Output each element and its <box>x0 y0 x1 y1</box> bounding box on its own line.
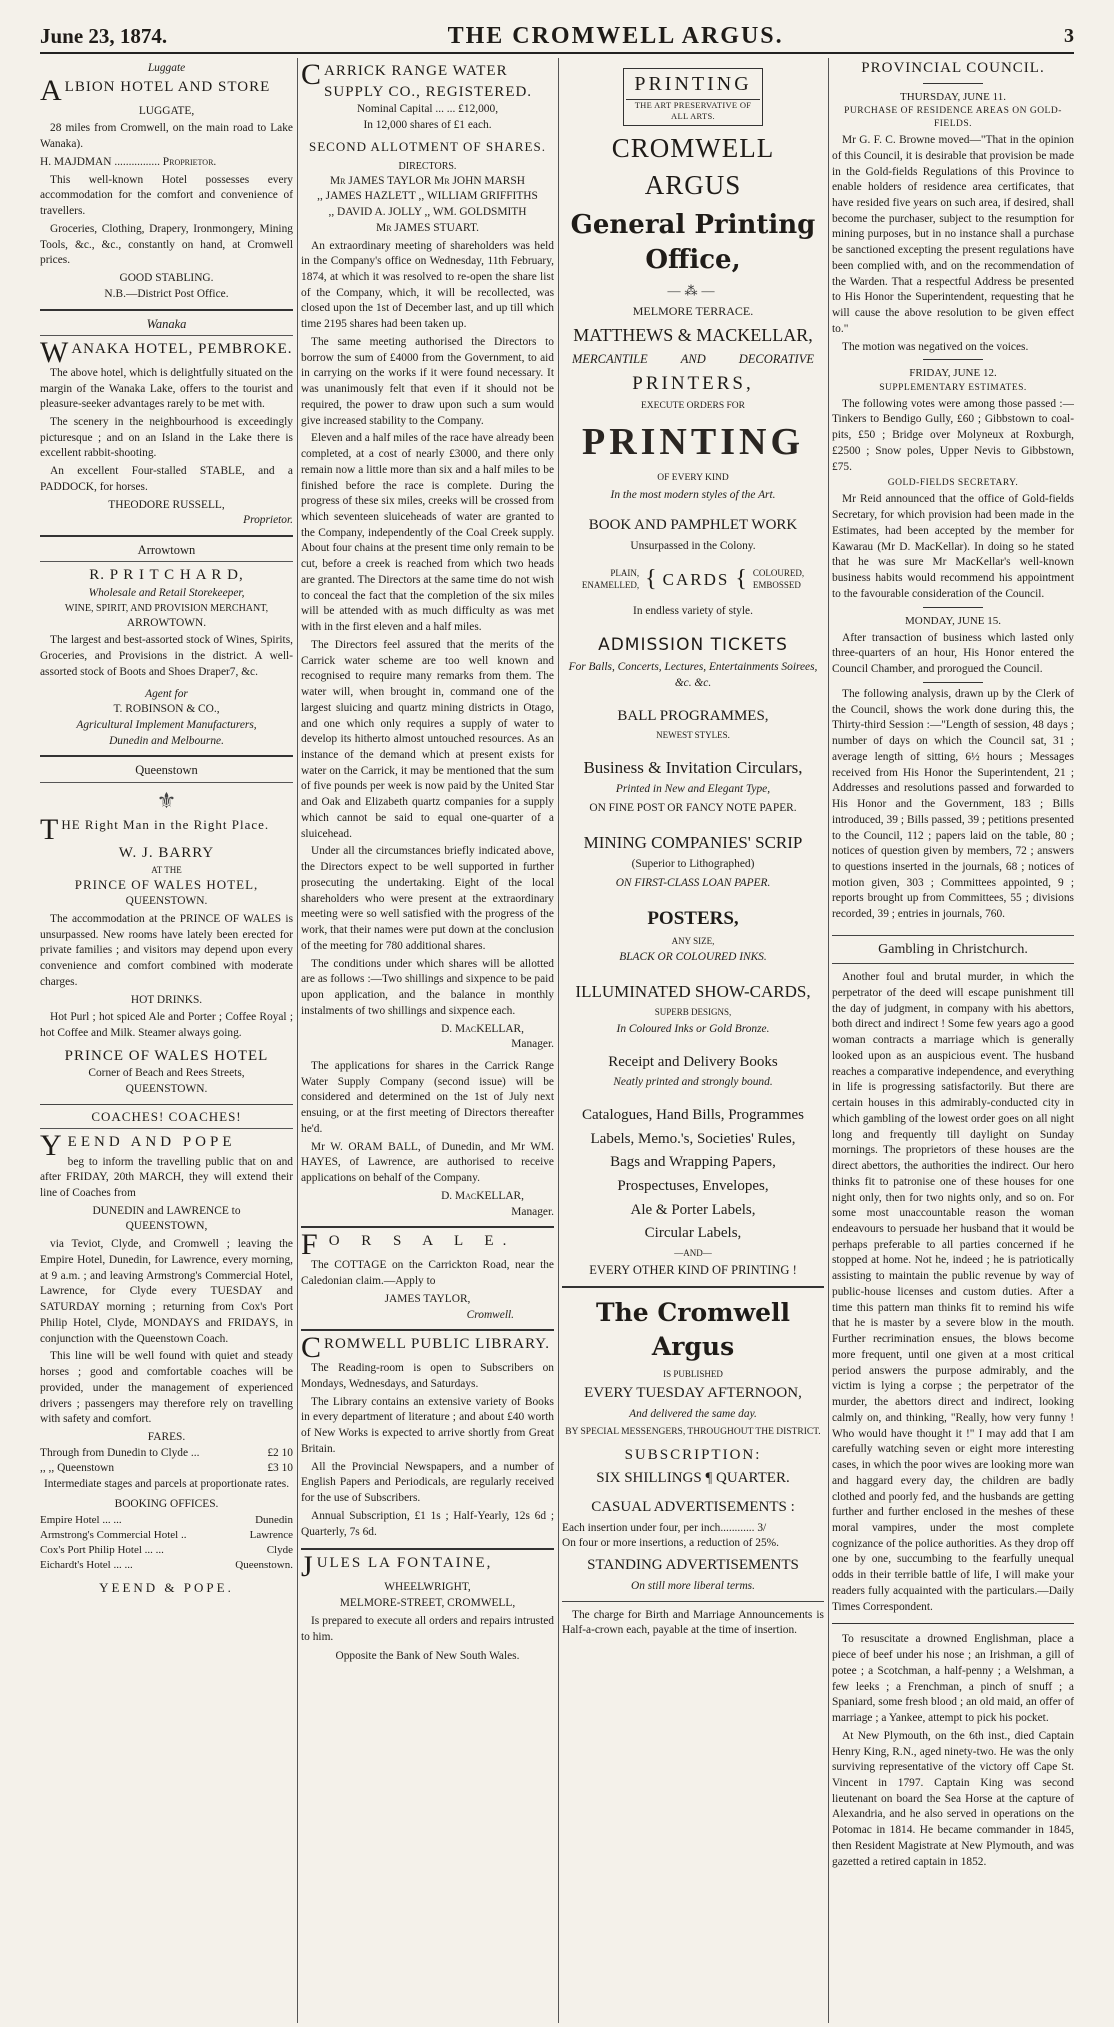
ad-text: Eleven and a half miles of the race have already been completed, at a cost of nearly £3000, and there only remain now a little more than six and a half miles to be finished before the race is complete. During the progress of these six miles, creeks will be crossed from which seventeen sluiceheads of water are granted to the Company, independently of the Coal Creek supply. About four chains at the present time only remain to be cut, before a creek is reached from which two heads are granted. The Directors at the same time do not wish to conceal the fact that the completion of the six miles will be attended with as much difficulty as was met with in the first eleven and a half miles. <box>301 432 554 634</box>
cards-line <box>562 563 824 596</box>
ad-place: Arrowtown <box>40 540 293 562</box>
ad-text: Under all the circumstances briefly indicated above, the Directors expect to be well supported in further prosecuting the undertaking. Eight of the local shareholders who were present at the extraordinary meeting were so well satisfied with the progress of the work, that their names were put down at the conclusion of the meeting for 780 additional shares. <box>301 845 554 952</box>
article-text: To resuscitate a drowned Englishman, place a piece of beef under his nose ; an Irishman, a gill of potee ; a Scotchman, a half-penny ; a Welshman, a few leeks ; a Frenchman, a pinch of snuff ; a Spaniard, some fresh blood ; an old maid, an offer of marriage ; a Yankee, attempt to pick his pocket. <box>832 1633 1074 1725</box>
ad-title: ROMWELL PUBLIC LIBRARY. <box>324 1336 550 1353</box>
printing-big: PRINTING <box>581 421 805 464</box>
ad-text: The same meeting authorised the Directors to borrow the sum of £4000 from the Government, to aid in carrying on the works if it were found necessary. It was unanimously felt that even if it should not be required, the power to draw upon such a sum would give increased stability to the Company. <box>301 335 554 427</box>
directors-heading: DIRECTORS. <box>398 160 457 172</box>
ad-text: 28 miles from Cromwell, on the main road to Lake Wanaka). <box>40 122 293 151</box>
fare-row <box>40 1446 293 1462</box>
ad-text: This line will be well found with quiet and steady horses ; good and comfortable coaches will be provided, under the management of experienced drivers ; passengers may therefore rely on travelling with safety and comfort. <box>40 1350 293 1426</box>
catalogue-line: Labels, Memo.'s, Societies' Rules, <box>590 1130 796 1147</box>
ad-note: GOOD STABLING. <box>119 272 214 285</box>
subscription-price: SIX SHILLINGS ¶ QUARTER. <box>596 1470 790 1487</box>
ad-text: The COTTAGE on the Carrickton Road, near the Caledonian claim.—Apply to <box>301 1259 554 1288</box>
directors-line: Mr JAMES TAYLOR Mr JOHN MARSH <box>330 174 525 187</box>
ad-signature: D. MacKELLAR, <box>441 1022 524 1035</box>
ad-text: beg to inform the travelling public that on and after FRIDAY, 20th MARCH, they will extend their line of Coaches from <box>40 1155 293 1199</box>
ad-heading: COACHES! COACHES! <box>40 1108 293 1129</box>
fontaine-ad <box>301 1550 554 1671</box>
office-heading: General Printing Office, <box>570 209 816 276</box>
column-2 <box>301 58 554 2023</box>
cards-right-2: EMBOSSED <box>752 580 801 591</box>
brace-icon: { <box>735 565 747 592</box>
ad-text: Mr W. ORAM BALL, of Dunedin, and Mr WM. HAYES, of Lawrence, are authorised to receive applications on behalf of the Company. <box>301 1140 554 1185</box>
casual-heading: CASUAL ADVERTISEMENTS : <box>591 1499 795 1516</box>
ad-signature: D. MacKELLAR, <box>441 1189 524 1202</box>
messengers-line: BY SPECIAL MESSENGERS, THROUGHOUT THE DISTRICT. <box>565 1426 821 1437</box>
ad-route-dest: QUEENSTOWN, <box>125 1220 208 1233</box>
ad-text: The applications for shares in the Carrick Range Water Supply Company (second issue) will be considered and determined on the 1st of July next ensuing, or at the first meeting of Directors thereafter he'd. <box>301 1059 554 1135</box>
arch-mid: AND <box>680 351 706 366</box>
cards-right <box>753 567 804 592</box>
showcards-gold: In Coloured Inks or Gold Bronze. <box>616 1022 770 1035</box>
divider <box>923 682 983 683</box>
ad-text: The Library contains an extensive variety of Books in every department of literature ; and about £40 worth of New Works is expected to arrive shortly from Great Britain. <box>301 1395 554 1455</box>
ad-place: Luggate <box>147 62 186 74</box>
drop-cap: C <box>301 1331 323 1365</box>
article-text: The following votes were among those passed :—Tinkers to Bendigo Gully, £60 ; Gibbstown to coal-pits, £50 ; Bridge over Molyneux at Roxburgh, £2500 ; Snow poles, Upper Nevis to Gibbstown, £75. <box>832 397 1074 473</box>
session-date: FRIDAY, JUNE 12. <box>909 367 997 380</box>
printers-heading: PRINTERS, <box>632 372 754 394</box>
admission-sub: For Balls, Concerts, Lectures, Entertainments Soirees, &c. &c. <box>568 661 818 689</box>
office-row <box>40 1543 293 1558</box>
catalogue-line: Ale & Porter Labels, <box>630 1201 756 1218</box>
ad-text: The Reading-room is open to Subscribers on Mondays, Wednesdays, and Saturdays. <box>301 1362 554 1390</box>
fare-row <box>40 1461 293 1477</box>
offices-heading: BOOKING OFFICES. <box>114 1497 219 1510</box>
ad-street: MELMORE-STREET, CROMWELL, <box>339 1597 516 1610</box>
masthead <box>40 20 1074 54</box>
ad-text: Is prepared to execute all orders and repairs intrusted to him. <box>301 1614 554 1643</box>
arch-right: DECORATIVE <box>738 351 814 366</box>
and-line: —AND— <box>674 1248 712 1259</box>
catalogue-line: Prospectuses, Envelopes, <box>617 1178 769 1195</box>
column-rule <box>297 58 298 2023</box>
casual-discount: On four or more insertions, a reduction of 25%. <box>562 1537 780 1550</box>
divider <box>832 1623 1074 1624</box>
receipt-heading: Receipt and Delivery Books <box>608 1053 778 1070</box>
ad-contact-name: JAMES TAYLOR, <box>384 1292 471 1305</box>
office-town: Queenstown. <box>235 1559 293 1572</box>
ad-subtitle: Wholesale and Retail Storekeeper, <box>88 587 245 600</box>
divider <box>923 83 983 84</box>
ad-contact-town: Cromwell. <box>466 1308 514 1321</box>
article-text: Mr Reid announced that the office of Gold-fields Secretary, for which provision had been made in the Estimates, had been accepted by the member for Kawarau (Mr D. MacKellar). In doing so he stated that he was sure Mr MacKellar's well-known business habits would recommend his appointment to the favourable consideration of the Council. <box>832 493 1074 600</box>
charge-note: The charge for Birth and Marriage Announcements is Half-a-crown each, payable at the time of insertion. <box>562 1608 824 1637</box>
newspaper-title: THE CROMWELL ARGUS. <box>447 22 784 49</box>
albion-hotel-ad <box>40 58 293 311</box>
ad-place: Queenstown <box>40 760 293 782</box>
crest-icon: ⚜ <box>156 787 177 813</box>
printing-banner-title: PRINTING <box>626 71 760 100</box>
cards-right-1: COLOURED, <box>752 568 805 579</box>
wanaka-hotel-ad <box>40 311 293 538</box>
drop-cap: W <box>40 335 70 369</box>
barry-ad <box>40 757 293 1104</box>
cards-word: CARDS <box>662 569 730 589</box>
casual-rate: Each insertion under four, per inch............ 3/ <box>562 1521 767 1534</box>
session-date: THURSDAY, JUNE 11. <box>900 90 1006 103</box>
column-3 <box>562 58 824 2023</box>
office-name: Cox's Port Philip Hotel ... ... <box>40 1544 164 1557</box>
ad-title: ARRICK RANGE WATER SUPPLY CO., REGISTERED. <box>324 63 533 100</box>
article-text: Another foul and brutal murder, in which the perpetrator of the deed will escape punishment till the day of judgment, in company with his abettors, both direct and indirect ! Some few years ago a good woman contracts a marriage which is generally looked upon as an auspicious event. The husband reaches a comparative independence, and everything in life is progressing satisfactorily. But there are certain houses in this admirably-conducted city in which gambling of the lowest order goes on all night long and frequently till daylight on Sunday mornings. The proprietors of these houses are the direct abettors, the authorities the indirect. Our hero thinks fit to patronise one of these houses for one night only, then for two nights only, and so on. For some most unaccountable reason the woman endeavours to persuade her husband that it would be perhaps preferable to all parties concerned if he stopped at home. Not he, indeed ; he is patriotically assisting to maintain the public revenue by way of public-house licenses and custom duties. After a time this pattern man thinks fit to remind his wife that he is master by a severe blow in the mouth. Further recrimination ensues, the blows become more frequent, until one given at a most critical period answers the purpose admirably, and the victim is lying a corpse ; the perpetrator of the murder, the abettors direct and indirect, looking calmly on, and thinking, "Really, how very funny ! Who would have thought it !" I may add that I am carefully watching seven or eight more interesting cases, in which the poor wives are looking more wan and haggard every day, the children are badly clothed and poorly fed, and the husbands are getting further and further enclosed in the meshes of these moral vampires, under the most complete cognizance of the police authorities. As they drop off one by one, succumbing to the fearfully unequal odds in their terrible battle of life, I will make your readers fully acquainted with the particulars.—Daily Times Correspondent. <box>832 971 1074 1613</box>
column-rule <box>828 58 829 2023</box>
book-unsurpassed: Unsurpassed in the Colony. <box>630 540 756 553</box>
argus-heading: CROMWELL ARGUS <box>611 133 775 201</box>
office-name: Empire Hotel ... ... <box>40 1513 122 1526</box>
office-name: Armstrong's Commercial Hotel .. <box>40 1528 187 1541</box>
gambling-heading: Gambling in Christchurch. <box>832 935 1074 964</box>
catalogue-line: Catalogues, Hand Bills, Programmes <box>581 1106 805 1123</box>
ad-text: The largest and best-assorted stock of Wines, Spirits, Groceries, and Provisions in the district. A well-assorted stock of Boots and Shoes Draper7, &c. <box>40 634 293 678</box>
ad-title: ULES LA FONTAINE, <box>316 1555 493 1572</box>
ad-signature: YEEND & POPE. <box>99 1580 234 1596</box>
ad-text: This well-known Hotel possesses every accommodation for the comfort and convenience of travellers. <box>40 173 293 218</box>
session-subheading: PURCHASE OF RESIDENCE AREAS ON GOLD-FIELDS. <box>844 105 1062 129</box>
article-text: The following analysis, drawn up by the Clerk of the Council, shows the work done during this, the Thirty-third Session :—"Length of session, 48 days ; number of days on which the Council sat, 31 ; average length of sitting, 6½ hours ; Messages received from His Honor the Superintendent, 21 ; Addresses and resolutions passed and forwarded to His Honor and the Government, 183 ; Bills introduced, 39 ; Bills passed, 39 ; petitions presented to the Council, 112 ; papers laid on the table, 80 ; notices of question given by members, 72 ; answers to questions inserted in the journals, 68 ; notices of motion given, 303 ; Committees appointed, 9 ; reports brought up from Committees, 55 ; divisions recorded, 39 ; entries in journals, 760. <box>832 687 1074 921</box>
fare-route: ,, ,, Queenstown <box>40 1462 115 1475</box>
column-1 <box>40 58 293 2023</box>
standing-sub: On still more liberal terms. <box>562 1579 824 1602</box>
ad-at: AT THE <box>151 864 182 875</box>
directors-line: Mr JAMES STUART. <box>376 221 479 234</box>
ad-signature-role: Manager. <box>511 1205 554 1218</box>
session-subheading: GOLD-FIELDS SECRETARY. <box>887 478 1019 489</box>
ad-name: W. J. BARRY <box>118 845 215 862</box>
ad-route: DUNEDIN and LAWRENCE to <box>92 1204 241 1217</box>
ad-agent-desc: Agricultural Implement Manufacturers, <box>76 719 257 732</box>
session-date: MONDAY, JUNE 15. <box>905 614 1001 627</box>
ad-title: R. P R I T C H A R D, <box>89 567 244 584</box>
posters-heading: POSTERS, <box>647 907 739 929</box>
ad-note: N.B.—District Post Office. <box>104 287 229 300</box>
issue-date: June 23, 1874. <box>40 23 168 48</box>
business-sub: Printed in New and Elegant Type, <box>615 783 771 796</box>
fare-route: Through from Dunedin to Clyde ... <box>40 1446 200 1459</box>
ad-title: HE Right Man in the Right Place. <box>61 817 270 833</box>
divider <box>923 607 983 608</box>
ad-title: O R S A L E. <box>328 1233 516 1250</box>
article-text: Mr G. F. C. Browne moved—"That in the opinion of this Council, it is desirable that provision be made in the Gold-fields Regulations of this Province to enable holders of residence area certificates, that have resided five years on such area, if desired, shall become the purchaser, subject to the resumption for mining purposes, but in no instance shall a purchase be sanctioned excepting the present regulations have been complied with, and on the recommendation of the Warden. That a respectful Address be presented to His Honor the Superintendent, requesting that he will cause the above resolution to be given effect to." <box>832 134 1074 335</box>
cards-variety: In endless variety of style. <box>633 604 753 617</box>
drop-cap: Y <box>40 1128 66 1162</box>
ad-trade: WHEELWRIGHT, <box>384 1581 471 1594</box>
business-sub2: ON FINE POST OR FANCY NOTE PAPER. <box>589 801 797 814</box>
ad-subtitle: WINE, SPIRIT, AND PROVISION MERCHANT, <box>64 602 269 614</box>
fare-price: £2 10 <box>267 1446 293 1459</box>
ad-owner-role: Proprietor. <box>243 514 293 527</box>
ad-place: Wanaka <box>40 314 293 336</box>
posters-inks: BLACK OR COLOURED INKS. <box>619 951 767 964</box>
council-heading: PROVINCIAL COUNCIL. <box>861 60 1045 76</box>
pritchard-ad <box>40 537 293 757</box>
article-text: The motion was negatived on the voices. <box>842 340 1029 353</box>
fare-price: £3 10 <box>267 1462 293 1475</box>
column-rule <box>558 58 559 2023</box>
drop-cap: T <box>40 813 60 847</box>
column-4 <box>832 58 1074 2023</box>
business-heading: Business & Invitation Circulars, <box>583 757 803 777</box>
modern-styles: In the most modern styles of the Art. <box>610 488 776 501</box>
directors-line: ,, DAVID A. JOLLY ,, WM. GOLDSMITH <box>328 206 527 219</box>
printing-banner <box>623 68 763 126</box>
ad-footer-address: Corner of Beach and Rees Streets, <box>88 1067 245 1080</box>
session-subheading: SUPPLEMENTARY ESTIMATES. <box>879 382 1027 393</box>
coaches-ad <box>40 1105 293 1603</box>
drop-cap: J <box>301 1550 315 1584</box>
ball-heading: BALL PROGRAMMES, <box>617 707 769 724</box>
ad-text: The above hotel, which is delightfully situated on the margin of the Wanaka Lake, offers to the tourist and pleasure-seeker advantages rarely to be met with. <box>40 366 293 411</box>
drop-cap: A <box>40 73 63 107</box>
terrace-line: MELMORE TERRACE. <box>632 304 754 319</box>
ad-owner: THEODORE RUSSELL, <box>108 498 225 511</box>
receipt-sub: Neatly printed and strongly bound. <box>613 1076 773 1089</box>
ad-text: An excellent Four-stalled STABLE, and a PADDOCK, for horses. <box>40 465 293 493</box>
ad-capital: Nominal Capital ... ... £12,000, <box>356 103 499 116</box>
arch-line <box>562 351 824 368</box>
office-town: Lawrence <box>249 1528 293 1541</box>
ball-sub: NEWEST STYLES. <box>656 730 730 741</box>
paper-name: The Cromwell Argus <box>595 1297 790 1362</box>
catalogue-line: Circular Labels, <box>644 1225 742 1242</box>
office-town: Clyde <box>266 1544 293 1557</box>
ad-signature-role: Manager. <box>511 1038 554 1051</box>
standing-heading: STANDING ADVERTISEMENTS <box>587 1557 799 1574</box>
drop-cap: C <box>301 58 323 91</box>
ad-footer-title: PRINCE OF WALES HOTEL <box>64 1047 269 1064</box>
ad-footer-town: QUEENSTOWN. <box>125 1083 208 1096</box>
ad-text: All the Provincial Newspapers, and a number of English Papers and Periodicals, are regularly received for the use of Subscribers. <box>301 1460 554 1505</box>
fare-note: Intermediate stages and parcels at proportionate rates. <box>43 1478 290 1491</box>
showcards-designs: SUPERB DESIGNS, <box>654 1007 732 1018</box>
cards-left-1: PLAIN, <box>610 568 640 579</box>
mining-sub2: ON FIRST-CLASS LOAN PAPER. <box>615 876 771 889</box>
ad-title: EEND AND POPE <box>67 1133 236 1150</box>
every-kind: OF EVERY KIND <box>657 472 729 483</box>
page-number: 3 <box>1064 24 1074 47</box>
ad-text: The Directors feel assured that the merits of the Carrick water scheme are too well known and recognised to require many remarks from them. The water will, when brought in, command one of the largest sluicing and quartz mining districts in Otago, and one which only requires a supply of water to develop its hitherto almost untouched resources. As an instance of the demand which at present exists for water on the Carrick, it may be mentioned that the sum of five pounds per week is now paid by the United Star and Oak and Elizabeth quartz companies for a supply which cannot be said to equal one-quarter of a sluicehead. <box>301 638 554 840</box>
mining-sub: (Superior to Lithographed) <box>631 858 755 871</box>
book-work: BOOK AND PAMPHLET WORK <box>588 517 798 534</box>
arch-left: MERCANTILE <box>572 351 648 366</box>
ad-title: ANAKA HOTEL, PEMBROKE. <box>71 340 293 357</box>
ad-text: The conditions under which shares will be allotted are as follows :—Two shillings and sixpence to be paid upon application, and the balance in monthly instalments of two shillings and sixpence each. <box>301 957 554 1017</box>
ad-subtitle: LUGGATE, <box>138 104 195 117</box>
office-row <box>40 1513 293 1528</box>
ad-text: Annual Subscription, £1 1s ; Half-Yearly, 12s 6d ; Quarterly, 7s 6d. <box>301 1509 554 1538</box>
ad-text: Groceries, Clothing, Drapery, Ironmongery, Mining Tools, &c., &c., constantly on hand, at Cromwell prices. <box>40 222 293 267</box>
execute-line: EXECUTE ORDERS FOR <box>641 401 745 412</box>
ad-text: Hot Purl ; hot spiced Ale and Porter ; Coffee Royal ; hot Coffee and Milk. Steamer always going. <box>40 1011 293 1039</box>
cards-left-2: ENAMELLED, <box>581 580 640 591</box>
catalogue-line: Bags and Wrapping Papers, <box>610 1154 776 1171</box>
office-row <box>40 1528 293 1543</box>
cards-left <box>582 567 639 592</box>
ad-location: Opposite the Bank of New South Wales. <box>335 1650 520 1663</box>
ad-town: QUEENSTOWN. <box>125 895 208 908</box>
divider <box>923 359 983 360</box>
ad-text: An extraordinary meeting of shareholders was held in the Company's office on Wednesday, 11th February, 1874, at which it was resolved to re-open the share list of the Company, which, it will be recollected, was closed upon the 1st of December last, and up till which time 2195 shares had been taken up. <box>301 239 554 331</box>
ad-hotel: PRINCE OF WALES HOTEL, <box>74 877 259 893</box>
delivered-line: And delivered the same day. <box>629 1407 757 1420</box>
subscription-heading: SUBSCRIPTION: <box>624 1446 762 1463</box>
for-sale-ad <box>301 1228 554 1331</box>
ad-text: The scenery in the neighbourhood is exceedingly picturesque ; and on an Island in the Lake there is excellent rabbit-shooting. <box>40 416 293 460</box>
ad-town: ARROWTOWN. <box>126 616 207 629</box>
ad-agent-name: T. ROBINSON & CO., <box>113 703 220 716</box>
ad-agent-loc: Dunedin and Melbourne. <box>109 734 224 747</box>
printing-banner-motto: THE ART PRESERVATIVE OF ALL ARTS. <box>634 99 752 122</box>
ad-shares: In 12,000 shares of £1 each. <box>363 119 492 132</box>
every-other: EVERY OTHER KIND OF PRINTING ! <box>562 1262 824 1287</box>
mining-heading: MINING COMPANIES' SCRIP <box>583 832 803 852</box>
carrick-water-ad <box>301 58 554 1228</box>
tuesday-line: EVERY TUESDAY AFTERNOON, <box>584 1385 802 1402</box>
ad-text: via Teviot, Clyde, and Cromwell ; leaving the Empire Hotel, Dunedin, for Lawrence, every morning, at 9 a.m. ; and leaving Armstrong's Commercial Hotel, Lawrence, for Clyde every TUESDAY and SATURDAY morning ; returning from Cox's Port Philip Hotel, Clyde, MONDAYS and FRIDAYS, in conjunction with the Queenstown Coach. <box>40 1238 293 1345</box>
article-text: At New Plymouth, on the 6th inst., died Captain Henry King, R.N., aged ninety-two. He was the only surviving representative of the victory off Cape St. Vincent in 1797. Captain King was second lieutenant on board the Sea Horse at the capture of Alexandria, and he also served in operations on the Potomac in 1814. He became commander in 1845, then Resident Magistrate at New Plymouth, and was gazetted a retired captain in 1852. <box>832 1729 1074 1868</box>
showcards-heading: ILLUMINATED SHOW-CARDS, <box>575 981 811 1001</box>
ad-agent: Agent for <box>145 687 188 700</box>
ad-text: The accommodation at the PRINCE OF WALES is unsurpassed. New rooms have lately been erected for private families ; and visitors may depend upon every convenience and comfort combined with moderate charges. <box>40 912 293 988</box>
ad-proprietor: H. MAJDMAN ................ Proprietor. <box>40 155 217 168</box>
office-name: Eichardt's Hotel ... ... <box>40 1559 133 1572</box>
brace-icon: { <box>645 565 657 592</box>
ad-title: LBION HOTEL AND STORE <box>64 78 271 95</box>
office-town: Dunedin <box>255 1513 293 1526</box>
office-row <box>40 1558 293 1573</box>
posters-size: ANY SIZE, <box>671 935 715 946</box>
library-ad <box>301 1331 554 1550</box>
ornament-divider: —⁂— <box>667 283 719 299</box>
directors-line: ,, JAMES HAZLETT ,, WILLIAM GRIFFITHS <box>317 190 538 203</box>
drop-cap: F <box>301 1228 327 1262</box>
firm-name: MATTHEWS & MACKELLAR, <box>573 324 813 345</box>
fares-heading: FARES. <box>147 1431 186 1443</box>
admission-heading: ADMISSION TICKETS <box>598 634 788 655</box>
article-text: After transaction of business which lasted only three-quarters of an hour, His Honor entered the Council Chamber, and prorogued the Council. <box>832 631 1074 676</box>
published-line: IS PUBLISHED <box>663 1368 723 1379</box>
ad-heading: SECOND ALLOTMENT OF SHARES. <box>309 138 546 154</box>
ad-note: HOT DRINKS. <box>130 993 203 1006</box>
